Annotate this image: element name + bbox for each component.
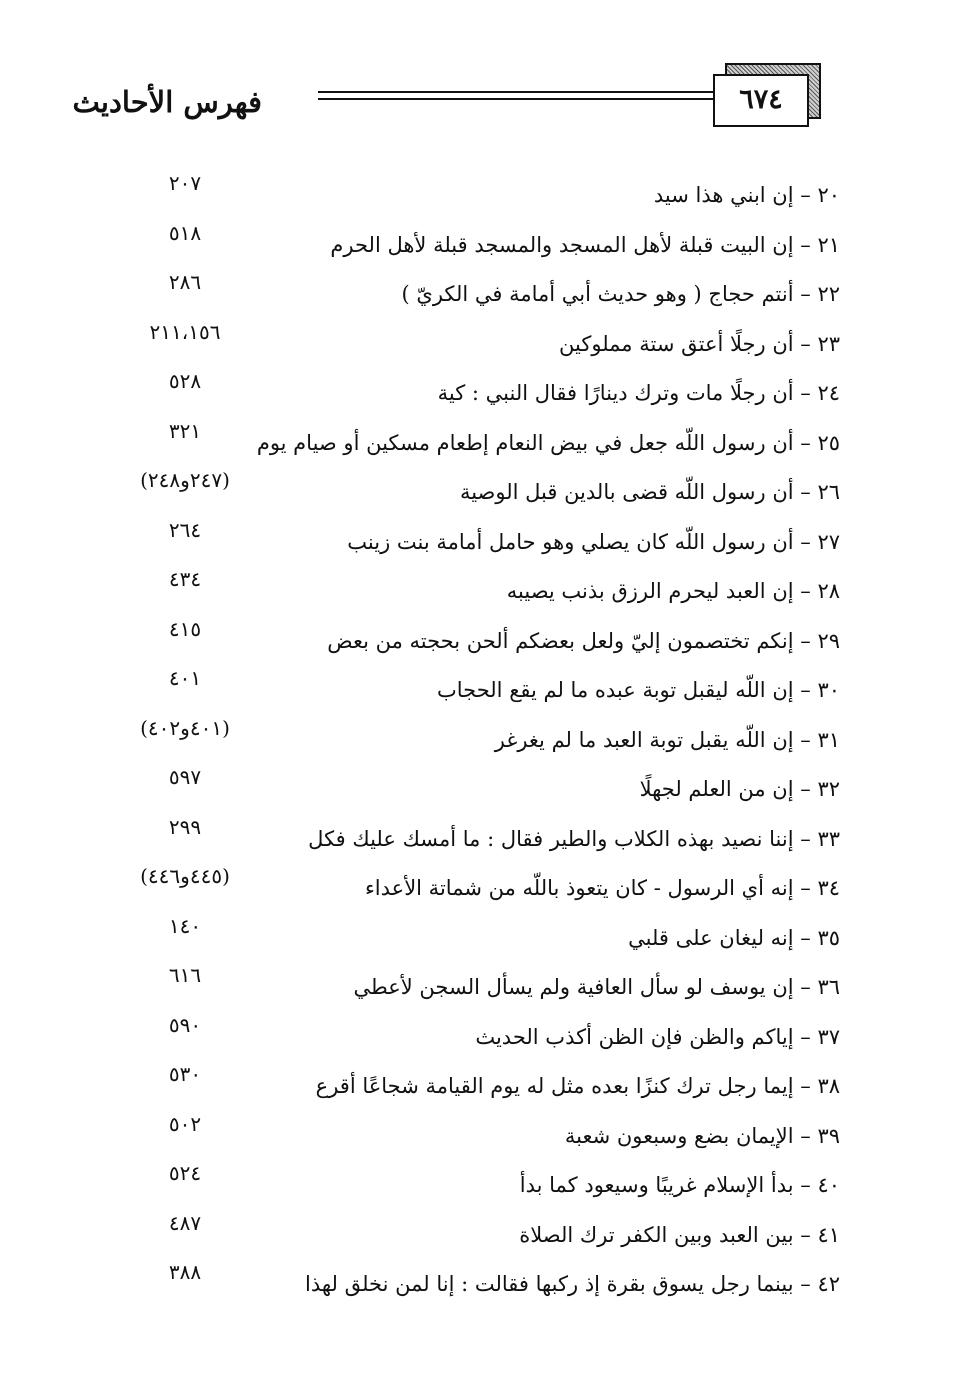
entry-dash: – xyxy=(793,530,818,554)
page-number: ٦٧٤ xyxy=(713,74,809,127)
index-entry xyxy=(60,614,840,664)
entry-number: ٣٠ xyxy=(817,678,840,702)
hadith-text: أن رسول اللّه جعل في بيض النعام إطعام مسكين أو صيام يوم xyxy=(256,431,794,455)
entry-dash: – xyxy=(793,777,818,801)
page-reference: ٥٢٤ xyxy=(168,1161,202,1185)
index-entry xyxy=(60,168,840,218)
hadith-text: بينما رجل يسوق بقرة إذ ركبها فقالت : إنا لمن نخلق لهذا xyxy=(304,1272,794,1296)
entry-dash: – xyxy=(793,1074,818,1098)
entry-number: ٢٥ xyxy=(817,431,840,455)
index-entry xyxy=(60,861,840,911)
entry-text xyxy=(240,822,840,856)
hadith-text: بدأ الإسلام غريبًا وسيعود كما بدأ xyxy=(519,1173,794,1197)
page-reference: ١٤٠ xyxy=(168,914,202,938)
page-reference: ٥٩٠ xyxy=(168,1013,202,1037)
entry-number: ٣٩ xyxy=(817,1124,840,1148)
hadith-text: إننا نصيد بهذه الكلاب والطير فقال : ما أمسك عليك فكل xyxy=(308,827,794,851)
entry-dash: – xyxy=(793,1223,818,1247)
hadith-text: إنه ليغان على قلبي xyxy=(628,926,794,950)
index-entry xyxy=(60,1059,840,1109)
entry-text xyxy=(240,1267,840,1301)
index-entry xyxy=(60,1257,840,1307)
entry-text xyxy=(240,970,840,1004)
entry-text xyxy=(240,277,840,311)
hadith-text: أن رسول اللّه قضى بالدين قبل الوصية xyxy=(459,480,794,504)
entry-dash: – xyxy=(793,233,818,257)
entry-number: ٢٨ xyxy=(817,579,840,603)
index-entry xyxy=(60,317,840,367)
entry-number: ٤٠ xyxy=(817,1173,840,1197)
index-entry xyxy=(60,1109,840,1159)
entry-text xyxy=(240,1119,840,1153)
page-reference: ٢٠٧ xyxy=(168,171,202,195)
index-entry xyxy=(60,663,840,713)
hadith-text: إيما رجل ترك كنزًا بعده مثل له يوم القيامة شجاعًا أقرع xyxy=(315,1074,794,1098)
index-entry xyxy=(60,267,840,317)
entry-number: ٢٠ xyxy=(817,183,840,207)
index-entry xyxy=(60,218,840,268)
index-entry xyxy=(60,515,840,565)
entry-dash: – xyxy=(793,1272,818,1296)
page-reference: ٢٦٤ xyxy=(168,518,202,542)
entry-text xyxy=(240,624,840,658)
entry-text xyxy=(240,673,840,707)
page-reference: ٥٢٨ xyxy=(168,369,202,393)
hadith-text: الإيمان بضع وسبعون شعبة xyxy=(564,1124,794,1148)
entry-dash: – xyxy=(793,926,818,950)
page-reference: (٤٠١و٤٠٢) xyxy=(140,716,230,740)
hadith-text: إنكم تختصمون إليّ ولعل بعضكم ألحن بحجته من بعض xyxy=(327,629,794,653)
hadith-text: إياكم والظن فإن الظن أكذب الحديث xyxy=(475,1025,794,1049)
entry-number: ٤١ xyxy=(817,1223,840,1247)
hadith-text: إن اللّه يقبل توبة العبد ما لم يغرغر xyxy=(494,728,794,752)
index-entry xyxy=(60,762,840,812)
index-entry xyxy=(60,1010,840,1060)
page-reference: ٦١٦ xyxy=(168,963,202,987)
hadith-text: أنتم حجاج ( وهو حديث أبي أمامة في الكريّ ) xyxy=(401,282,794,306)
entry-text xyxy=(240,1069,840,1103)
entry-text xyxy=(240,178,840,212)
index-entry xyxy=(60,366,840,416)
index-entry xyxy=(60,564,840,614)
page-reference: ٣٨٨ xyxy=(168,1260,202,1284)
hadith-text: إن البيت قبلة لأهل المسجد والمسجد قبلة لأهل الحرم xyxy=(330,233,794,257)
entry-number: ٣١ xyxy=(817,728,840,752)
entry-number: ٢٦ xyxy=(817,480,840,504)
index-entry xyxy=(60,465,840,515)
hadith-text: إن من العلم لجهلًا xyxy=(639,777,794,801)
page-reference: ٤٠١ xyxy=(168,666,202,690)
entry-text xyxy=(240,921,840,955)
entry-text xyxy=(240,228,840,262)
entry-dash: – xyxy=(793,332,818,356)
hadith-text: إن العبد ليحرم الرزق بذنب يصيبه xyxy=(506,579,794,603)
page-reference: ٤٨٧ xyxy=(168,1211,202,1235)
entry-dash: – xyxy=(793,827,818,851)
page-reference: ٥١٨ xyxy=(168,221,202,245)
entry-text xyxy=(240,475,840,509)
index-entry xyxy=(60,416,840,466)
entry-dash: – xyxy=(793,431,818,455)
index-entry xyxy=(60,713,840,763)
entry-text xyxy=(240,525,840,559)
page-reference: ٣٢١ xyxy=(168,419,202,443)
entry-text xyxy=(240,376,840,410)
entry-text xyxy=(240,772,840,806)
hadith-text: أن رسول اللّه كان يصلي وهو حامل أمامة بنت زينب xyxy=(347,530,794,554)
hadith-text: إن ابني هذا سيد xyxy=(653,183,794,207)
index-entry xyxy=(60,1158,840,1208)
index-entry xyxy=(60,812,840,862)
entry-dash: – xyxy=(793,975,818,999)
page-reference: (٢٤٧و٢٤٨) xyxy=(140,468,230,492)
page-reference: ٢٩٩ xyxy=(168,815,202,839)
entry-number: ٤٢ xyxy=(817,1272,840,1296)
entry-dash: – xyxy=(793,728,818,752)
entry-text xyxy=(240,574,840,608)
entry-text xyxy=(240,723,840,757)
page-reference: ٥٠٢ xyxy=(168,1112,202,1136)
entry-number: ٢٧ xyxy=(817,530,840,554)
entry-dash: – xyxy=(793,678,818,702)
entry-text xyxy=(240,1020,840,1054)
hadith-text: بين العبد وبين الكفر ترك الصلاة xyxy=(519,1223,794,1247)
page-reference: ٤١٥ xyxy=(168,617,202,641)
hadith-text: أن رجلًا مات وترك دينارًا فقال النبي : كية xyxy=(437,381,794,405)
page-reference: ٢٨٦ xyxy=(168,270,202,294)
hadith-text: إنه أي الرسول - كان يتعوذ باللّه من شماتة الأعداء xyxy=(364,876,794,900)
entry-text xyxy=(240,1168,840,1202)
index-entry xyxy=(60,911,840,961)
hadith-text: إن يوسف لو سأل العافية ولم يسأل السجن لأعطي xyxy=(353,975,794,999)
entry-number: ٣٤ xyxy=(817,876,840,900)
page-reference: ٤٣٤ xyxy=(168,567,202,591)
entry-dash: – xyxy=(793,579,818,603)
page-reference: ٢١١،١٥٦ xyxy=(149,320,221,344)
entry-dash: – xyxy=(793,876,818,900)
entry-number: ٣٧ xyxy=(817,1025,840,1049)
index-entry xyxy=(60,1208,840,1258)
entry-number: ٣٢ xyxy=(817,777,840,801)
entry-dash: – xyxy=(793,1173,818,1197)
entry-text xyxy=(240,426,840,460)
entry-number: ٢١ xyxy=(817,233,840,257)
hadith-text: إن اللّه ليقبل توبة عبده ما لم يقع الحجاب xyxy=(437,678,794,702)
entry-dash: – xyxy=(793,381,818,405)
running-header-title: فهرس الأحاديث xyxy=(72,85,262,119)
page-reference: ٥٣٠ xyxy=(168,1062,202,1086)
entry-number: ٣٨ xyxy=(817,1074,840,1098)
entry-number: ٢٩ xyxy=(817,629,840,653)
entry-text xyxy=(240,327,840,361)
entry-dash: – xyxy=(793,282,818,306)
entry-dash: – xyxy=(793,183,818,207)
entry-number: ٣٣ xyxy=(817,827,840,851)
entry-dash: – xyxy=(793,1025,818,1049)
entry-dash: – xyxy=(793,480,818,504)
entry-text xyxy=(240,871,840,905)
entry-number: ٢٣ xyxy=(817,332,840,356)
entry-number: ٣٦ xyxy=(817,975,840,999)
entry-number: ٢٢ xyxy=(817,282,840,306)
entry-text xyxy=(240,1218,840,1252)
entry-dash: – xyxy=(793,1124,818,1148)
entry-number: ٢٤ xyxy=(817,381,840,405)
entry-number: ٣٥ xyxy=(817,926,840,950)
hadith-text: أن رجلًا أعتق ستة مملوكين xyxy=(559,332,794,356)
page-reference: ٥٩٧ xyxy=(168,765,202,789)
entry-dash: – xyxy=(793,629,818,653)
page-reference: (٤٤٥و٤٤٦) xyxy=(140,864,230,888)
index-entry xyxy=(60,960,840,1010)
